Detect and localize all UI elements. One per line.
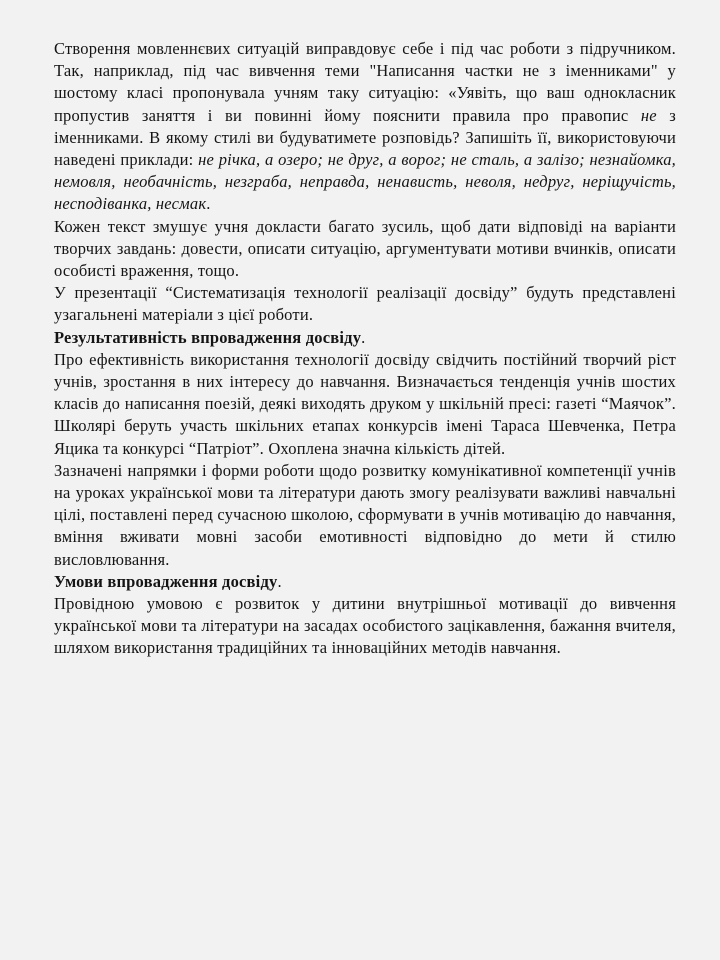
section-heading-results — [54, 327, 676, 349]
paragraph-text: . — [206, 194, 211, 214]
paragraph-creative-tasks: Кожен текст змушує учня докласти багато зусиль, щоб дати відповіді на варіанти творчих завдань: довести, описати ситуацію, аргументувати мотиви вчинків, описати особисті враження, тощо. — [54, 216, 676, 281]
heading-text: Результативність впровадження досвіду — [54, 327, 362, 347]
paragraph-speech-situations — [54, 38, 676, 216]
heading-dot: . — [361, 327, 366, 347]
italic-particle: не — [640, 105, 657, 125]
paragraph-effectiveness: Про ефективність використання технології досвіду свідчить постійний творчий ріст учнів, зростання в них інтересу до навчання. Визначається тенденція учнів шостих класів до написання поезій, деякі виходять друком у шкільній пресі: газеті “Маячок”. Школярі беруть участь шкільних етапах конкурсів імені Тараса Шевченка, Петра Яцика та конкурсі “Патріот”. Охоплена значна кількість дітей. — [54, 349, 676, 458]
paragraph-presentation: У презентації “Систематизація технології реалізації досвіду” будуть представлені узагальнені матеріали з цієї роботи. — [54, 283, 676, 325]
paragraph-main-condition: Провідною умовою є розвиток у дитини внутрішньої мотивації до вивчення української мови та літератури на засадах особистого зацікавлення, бажання вчителя, шляхом використання традиційних та інноваційних методів навчання. — [54, 594, 676, 658]
paragraph-directions: Зазначені напрямки і форми роботи щодо розвитку комунікативної компетенції учнів на уроках української мови та літератури дають змогу реалізувати важливі навчальні цілі, поставлені перед сучасною школою, сформувати в учнів мотивацію до навчання, вміння вживати мовні засоби емотивності відповідно до мети й стилю висловлювання. — [54, 460, 676, 569]
heading-dot: . — [277, 571, 282, 591]
heading-text: Умови впровадження досвіду — [54, 571, 278, 591]
section-heading-conditions — [54, 571, 676, 593]
paragraph-text: з іменниками. В якому стилі ви будуватимете розповідь? Запишіть її, використовуючи наведені приклади: — [54, 105, 676, 170]
italic-examples: не річка, а озеро; не друг, а ворог; не сталь, а залізо; незнайомка, немовля, необачність, незграба, неправда, ненависть, неволя, недруг, неріщучість, несподіванка, несмак — [54, 150, 676, 214]
paragraph-text: Створення мовленнєвих ситуацій виправдовує себе і під час роботи з підручником. Так, наприклад, під час вивчення теми "Написання частки не з іменниками" у шостому класі пропонувала учням таку ситуацію: «Уявіть, що ваш однокласник пропустив заняття і ви повинні йому пояснити правила про правопис — [54, 39, 676, 125]
document-body — [54, 38, 676, 660]
